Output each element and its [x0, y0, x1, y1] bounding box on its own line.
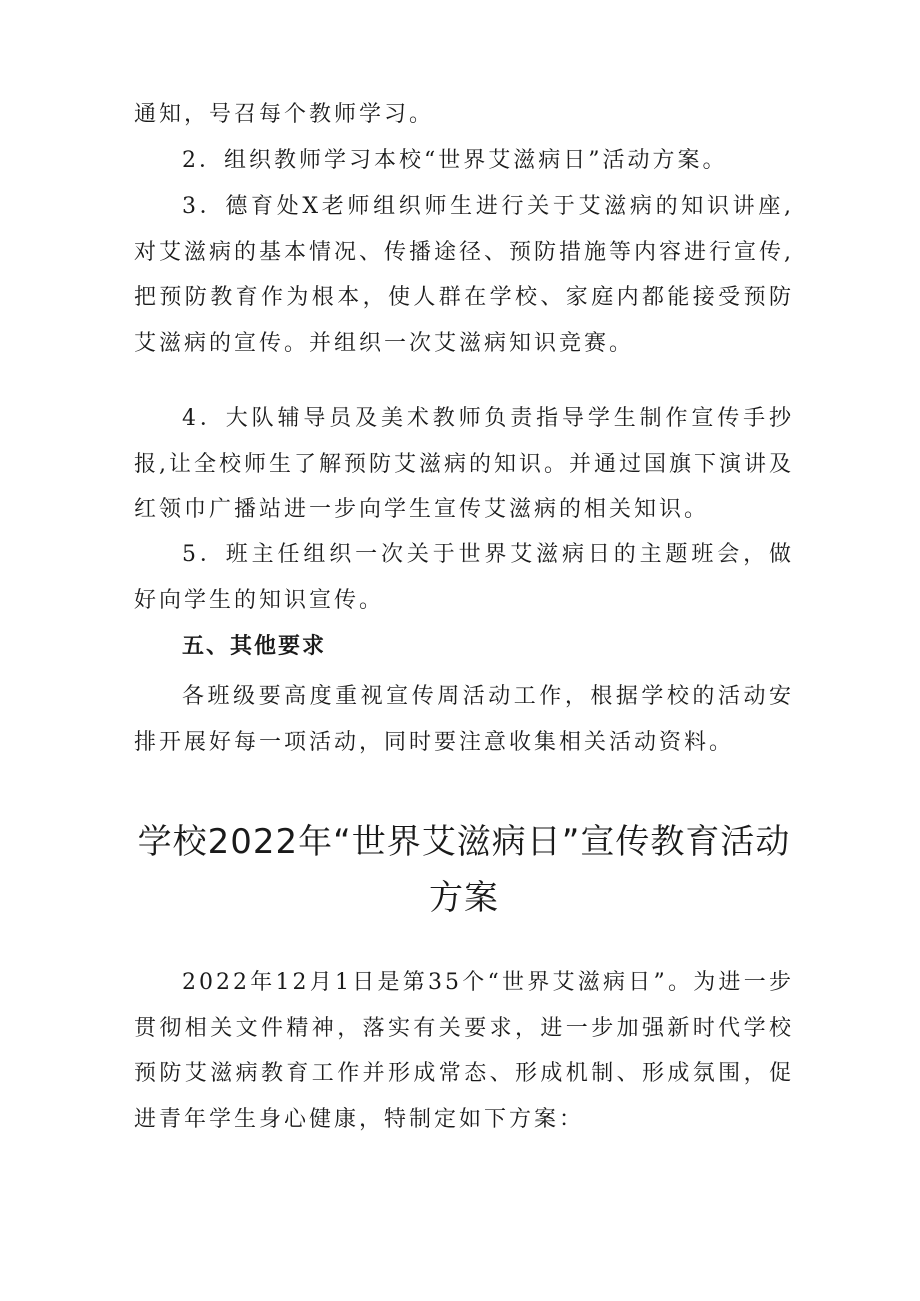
paragraph-item-2: 2．组织教师学习本校“世界艾滋病日”活动方案。 [182, 148, 728, 173]
document-title: 学校2022年“世界艾滋病日”宣传教育活动方案 [137, 822, 791, 918]
paragraph-intro: 2022年12月1日是第35个“世界艾滋病日”。为进一步贯彻相关文件精神，落实有关要求，进一步加强新时代学校预防艾滋病教育工作并形成常态、形成机制、形成氛围，促进青年学生身心健康，特制定如下方案： [134, 970, 794, 1132]
paragraph-notice-continuation: 通知，号召每个教师学习。 [134, 102, 435, 127]
paragraph-item-3: 3．德育处X老师组织师生进行关于艾滋病的知识讲座,对艾滋病的基本情况、传播途径、预防措施等内容进行宣传,把预防教育作为根本，使人群在学校、家庭内都能接受预防艾滋病的宣传。并组织一次艾滋病知识竞赛。 [134, 194, 794, 356]
section-heading-other-requirements: 五、其他要求 [182, 634, 327, 659]
paragraph-other-requirements: 各班级要高度重视宣传周活动工作，根据学校的活动安排开展好每一项活动，同时要注意收集相关活动资料。 [134, 684, 794, 755]
paragraph-item-4: 4．大队辅导员及美术教师负责指导学生制作宣传手抄报,让全校师生了解预防艾滋病的知识。并通过国旗下演讲及红领巾广播站进一步向学生宣传艾滋病的相关知识。 [134, 406, 794, 522]
paragraph-item-5: 5．班主任组织一次关于世界艾滋病日的主题班会，做好向学生的知识宣传。 [134, 542, 794, 613]
